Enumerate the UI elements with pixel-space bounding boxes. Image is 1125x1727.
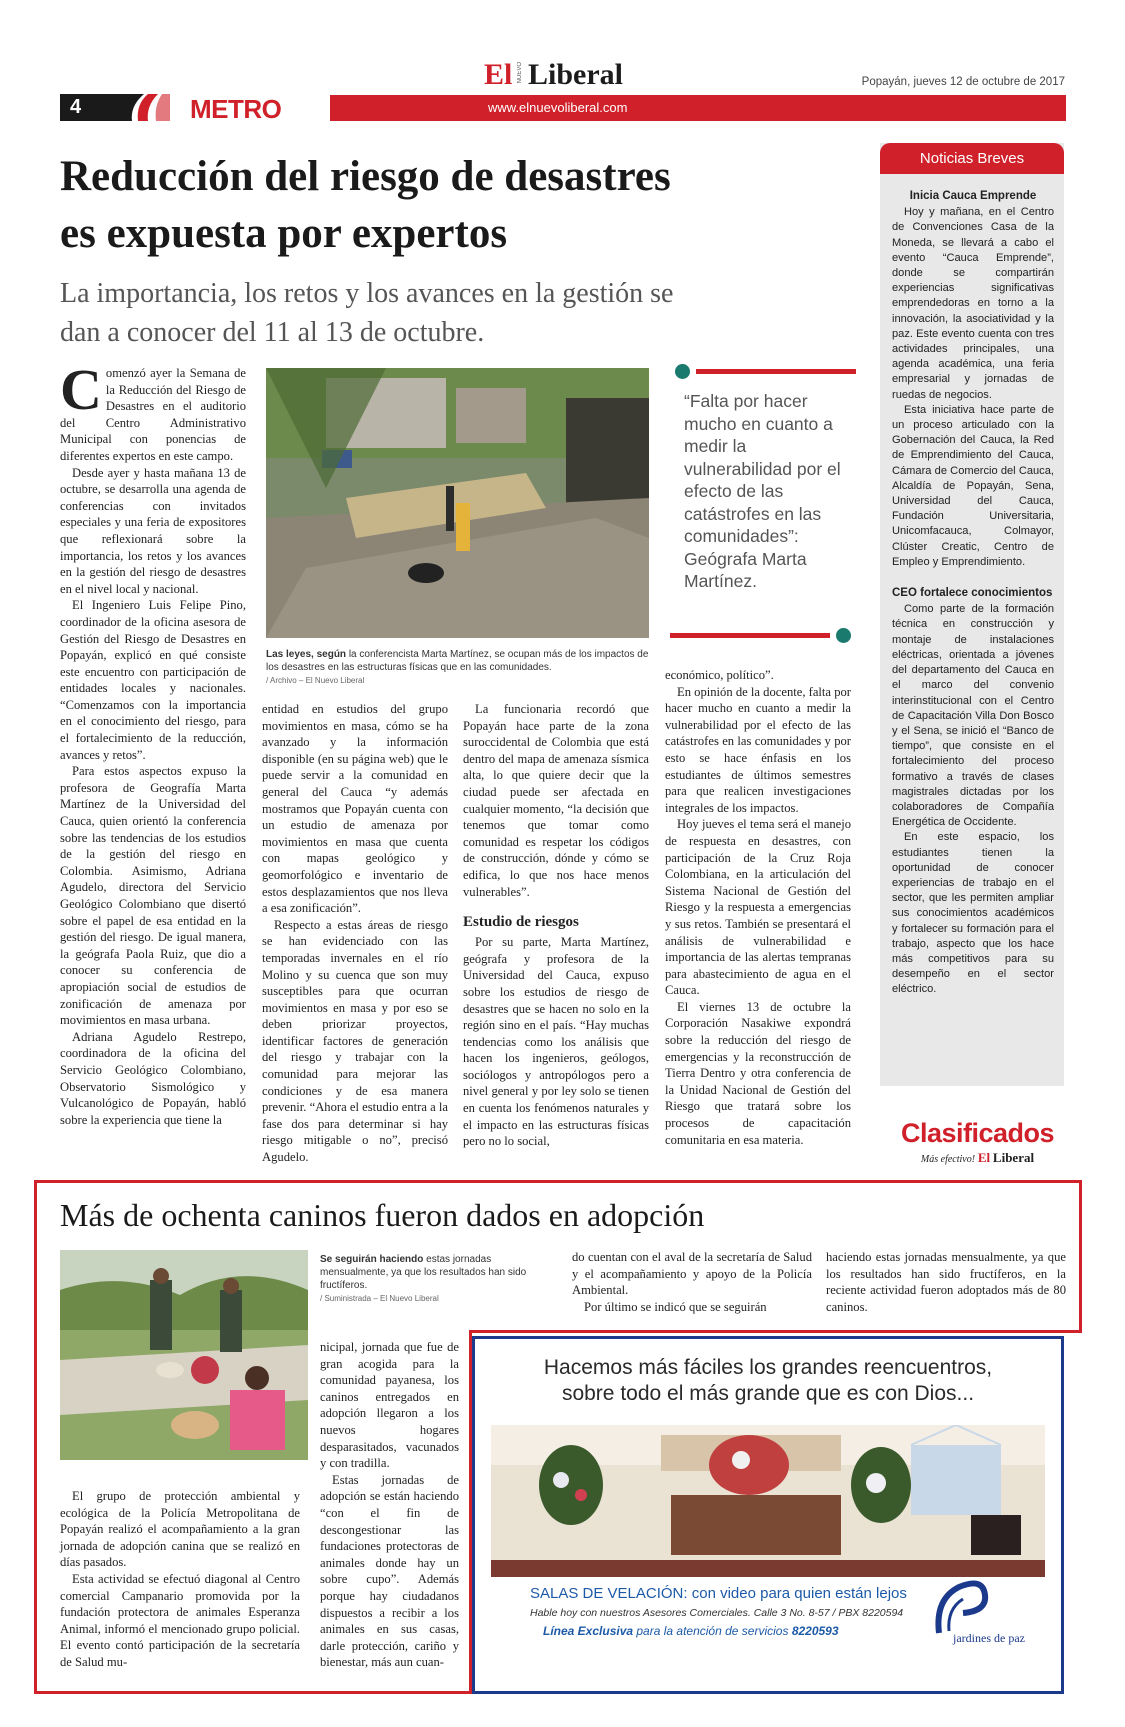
- dog-photo-caption: [320, 1253, 550, 1305]
- col1-para: omenzó ayer la Semana de la Reducción del Riesgo de Desastres en el auditorio del Centro Administrativo Municipal con ponencias de diferentes expertos en este campo.: [60, 366, 246, 463]
- clasificados-logo[interactable]: [890, 1118, 1065, 1173]
- header: [0, 0, 1125, 125]
- ad-salas-label: SALAS DE VELACIÓN:: [530, 1585, 688, 1602]
- col1-para: Adriana Agudelo Restrepo, coordinadora de la oficina del Servicio Geológico Colombiano, Observatorio Sismológico y Vulcanológico de Popayán, habló sobre la experiencia que tiene la: [60, 1029, 246, 1127]
- news-briefs-box: [880, 143, 1064, 1086]
- col2-para: entidad en estudios del grupo movimientos en masa, cómo se ha avanzado y la información disponible (en su página web) que le puede servir a la comunidad en general del Cauca “y además mostramos que Popayán cuenta con un estudio de amenaza por movimientos en masa que cuenta con mapas geológico y geomorfológico e inventario de estos desplazamientos que nos lleva a esa zonificación”.: [262, 702, 448, 916]
- pullquote-bar-top: [696, 369, 856, 374]
- ad-salas-text: con video para quien están lejos: [687, 1585, 907, 1602]
- col4-para: El viernes 13 de octubre la Corporación Nasakiwe expondrá sobre la reducción del riesgo de emergencias y la reconstrucción de Tierra Dentro y otra conferencia de la Unidad Nacional de Gestión del Riesgo que tratará sobre los procesos de capacitación comunitaria en esa materia.: [665, 999, 851, 1147]
- col4-para: Hoy jueves el tema será el manejo de respuesta en desastres, con participación de la Cruz Roja Colombiana, en la articulación del Sistema Nacional de Gestión del Riesgo y la respuesta a emergencias y sus retos. También se presentará el análisis de vulnerabilidad e importancia de las alertas tempranas para abastecimiento de agua en el Cauca.: [665, 817, 851, 998]
- site-url[interactable]: www.elnuevoliberal.com: [488, 100, 628, 115]
- drop-cap: C: [60, 357, 102, 422]
- ad-contact: Hable hoy con nuestros Asesores Comerciales. Calle 3 No. 8-57 / PBX 8220594: [530, 1607, 904, 1619]
- main-subtitle-line2: dan a conocer del 11 al 13 de octubre.: [60, 317, 485, 348]
- second-column-d: [826, 1249, 1066, 1315]
- dog-caption-text: estas jornadas mensualmente, ya que los resultados han sido fructíferos.: [320, 1254, 527, 1291]
- logo-nuevo: NUEVO: [517, 62, 523, 84]
- subhead: Estudio de riesgos: [463, 914, 579, 931]
- col1-para: El Ingeniero Luis Felipe Pino, coordinador de la oficina asesora de Gestión del Riesgo de Desastres en Popayán, explicó en qué consiste este encuentro con participación de entidades locales y nacionales. “Comenzamos con la importancia en el conocimiento del riesgo, para el fortalecimiento de la reducción, avances y retos”.: [60, 598, 246, 762]
- brief2-title: CEO fortalece conocimientos: [892, 587, 1053, 600]
- photo-caption-text: la conferencista Marta Martínez, se ocupan más de los impactos de los desastres en las estructuras físicas que en las comunidades.: [266, 649, 649, 673]
- col2-para: Respecto a estas áreas de riesgo se han evidenciado con las temporadas invernales en el río Molino y su cuenca que son muy susceptibles para que ocurran movimientos en masa y por eso se deben priorizar proyectos, identificar factores de generación del riesgo y trabajar con la comunidad para mejorar las condiciones y de esa manera prevenir. “Ahora el estudio entra a la fase dos para determinar si hay riesgo mitigable o no”, precisó Agudelo.: [262, 917, 448, 1165]
- header-swoosh: [122, 94, 170, 121]
- pullquote-bar-bottom: [670, 633, 830, 638]
- col4-para: En opinión de la docente, falta por hacer mucho en cuanto a medir la vulnerabilidad por el efecto de las catástrofes en las comunidades y por esto se hace énfasis en los estudiantes de últimos semestres para que realicen investigaciones integrales de los impactos.: [665, 684, 851, 815]
- col1-para: Para estos aspectos expuso la profesora de Geografía Marta Martínez de la Universidad del Cauca, quien orientó la conferencia sobre las tendencias de los estudios de la gestión del riesgo en Colombia. Asimismo, Adriana Agudelo, directora del Servicio Geológico Colombiano que disertó sobre el papel de esa entidad en la gestión del riesgo. De igual manera, la geógrafa Paola Ruiz, que dio a conocer su conferencia de apropiación social de estudios de zonificación de amenaza por movimientos en masa urbana.: [60, 764, 246, 1028]
- ad-line-label: Línea Exclusiva: [543, 1624, 634, 1638]
- brief1-para: Esta iniciativa hace parte de un proceso articulado con la Gobernación del Cauca, la Red de Emprendimiento del Cauca, Cámara de Comercio del Cauca, Alcaldía de Popayán, Sena, Universidad del Cauca, Fundación Universitaria, Unicomfacauca, Colmayor, Clúster Creatic, Centro de Empleo y Emprendimiento.: [892, 403, 1054, 568]
- section-name: METRO: [190, 94, 282, 124]
- ad-headline-line1: Hacemos más fáciles los grandes reencuentros,: [543, 1356, 993, 1379]
- main-title-line1: Reducción del riesgo de desastres: [60, 153, 671, 200]
- main-subtitle: [60, 274, 860, 352]
- jardines-brand: jardines de paz: [953, 1631, 1025, 1645]
- brief1-para: Hoy y mañana, en el Centro de Convenciones Casa de la Moneda, se llevará a cabo el evento “Cauca Emprende”, donde se compartirán experiencias significativas emprendedoras en torno a la innovación, la asociatividad y la paz. Este evento cuenta con tres actividades principales, una agenda académica, una feria empresarial y jornadas de ruedas de negocios.: [892, 206, 1054, 401]
- photo-caption: [266, 648, 649, 687]
- col3-para: La funcionaria recordó que Popayán hace parte de la zona suroccidental de Colombia que está dentro del mapa de amenaza sísmica alta, lo que quiere decir que la ciudad puede ser afectada en cualquier momento, “la decisión que tenemos que tomar como comunidad es respetar los códigos de construcción, dónde y cómo se edifica, lo que nos hace menos vulnerables”.: [463, 702, 649, 899]
- article-column-4: [665, 667, 851, 1148]
- brief2-para: Como parte de la formación técnica en construcción y montaje de instalaciones eléctricas, orientada a jóvenes del departamento del Cauca en el marco del convenio interinstitucional con el Centro de Capacitación Villa Don Bosco y el Sena, se inició el “Banco de tiempo”, que consiste en el fortalecimiento del proceso formativo a través de clases magistrales dictadas por los colaboradores de Compañía Energética de Occidente.: [892, 603, 1054, 829]
- pullquote: [670, 360, 856, 645]
- photo-caption-lead: Las leyes, según: [266, 649, 347, 660]
- second-column-c: [572, 1249, 812, 1315]
- brief2-para: En este espacio, los estudiantes tienen la oportunidad de conocer experiencias de trabajo en el sector, que les permiten ampliar sus conocimientos académicos y fortalecer su formación para el trabajo, aspecto que los hace más competitivos para su desempeño en el sector eléctrico.: [892, 831, 1054, 996]
- ad-headline-line2: sobre todo el más grande que es con Dios...: [561, 1382, 975, 1405]
- news-briefs-header: Noticias Breves: [880, 143, 1064, 174]
- clasificados-tagline: [890, 1150, 1065, 1166]
- dog-photo-credit: / Suministrada – El Nuevo Liberal: [320, 1294, 439, 1303]
- colC-para: do cuentan con el aval de la secretaría de Salud y el acompañamiento y apoyo de la Policía Ambiental.: [572, 1250, 812, 1298]
- landslide-photo: [266, 368, 649, 638]
- col3-para: Por su parte, Marta Martínez, geógrafa y profesora de la Universidad del Cauca, expuso sobre los estudios de riesgo de desastres que se hacen no solo en la región sino en el país. “Hay muchas tendencias como los análisis que hacen los ingenieros, geólogos, sociólogos y antropólogos pero a nivel general y por ley solo se tienen en cuenta los fenómenos naturales y el impacto en las estructuras físicas pero no lo social,: [463, 935, 649, 1149]
- ad-line-text: para la atención de servicios: [633, 1624, 792, 1638]
- colC-para: Por último se indicó que se seguirán: [584, 1299, 767, 1314]
- clasificados-el: El: [977, 1150, 991, 1165]
- jardines-logo: [925, 1569, 1045, 1655]
- second-story-title: Más de ochenta caninos fueron dados en adopción: [60, 1197, 705, 1233]
- logo-liberal: Liberal: [528, 58, 623, 91]
- ad-headline: [475, 1355, 1061, 1407]
- col4-para: económico, político”.: [665, 668, 774, 682]
- news-briefs-content: [892, 189, 1054, 998]
- colB-para: nicipal, jornada que fue de gran acogida para la comunidad payanesa, los caninos entregados en adopción llegaron a los nuevos hogares desparasitados, vacunados y con tradilla.: [320, 1340, 459, 1471]
- ad-salas-line: [530, 1585, 907, 1602]
- ad-exclusive-line: [543, 1624, 839, 1638]
- funeral-ad[interactable]: [472, 1336, 1064, 1694]
- photo-credit: / Archivo – El Nuevo Liberal: [266, 676, 365, 685]
- pullquote-dot-bottom: [836, 628, 851, 643]
- page-number: 4: [70, 96, 82, 118]
- main-title-line2: es expuesta por expertos: [60, 210, 508, 257]
- page-number-box: [60, 94, 122, 121]
- clasificados-liberal: Liberal: [992, 1150, 1035, 1165]
- colD-para: haciendo estas jornadas mensualmente, ya que los resultados han sido fructíferos, en la reciente actividad fueron adoptados más de 80 caninos.: [826, 1250, 1066, 1314]
- article-column-1: [60, 357, 246, 1128]
- pullquote-dot-top: [675, 364, 690, 379]
- logo-el: El: [484, 58, 513, 91]
- dateline: Popayán, jueves 12 de octubre de 2017: [861, 76, 1065, 88]
- pullquote-text: “Falta por hacer mucho en cuanto a medir la vulnerabilidad por el efecto de las catástrofes en las comunidades”: Geógrafa Marta Martínez.: [684, 391, 841, 591]
- ad-line-number: 8220593: [791, 1624, 839, 1638]
- clasificados-slogan: Más efectivo!: [920, 1154, 976, 1165]
- dog-adoption-photo: [60, 1250, 308, 1460]
- colA-para: Esta actividad se efectuó diagonal al Centro comercial Campanario promovida por la fundación protectora de animales Esperanza Animal, informó el mencionado grupo policial. El evento contó participación de la secretaría de Salud mu-: [60, 1571, 300, 1669]
- main-subtitle-line1: La importancia, los retos y los avances en la gestión se: [60, 278, 674, 309]
- colA-para: El grupo de protección ambiental y ecológica de la Policía Metropolitana de Popayán realizó el acompañamiento a la gran jornada de adopción canina que se realizó en días pasados.: [60, 1489, 300, 1570]
- ad-chapel-photo: [491, 1425, 1045, 1577]
- col1-para: Desde ayer y hasta mañana 13 de octubre, se desarrolla una agenda de conferencias con invitados especiales y una feria de expositores que reflexionará sobre la importancia, los retos y los avances en la gestión del riesgo de desastres en el nivel local y nacional.: [60, 465, 246, 596]
- article-column-3: [463, 701, 649, 1150]
- jardines-logo-icon: [925, 1569, 995, 1639]
- second-column-b: [320, 1339, 459, 1671]
- clasificados-word: Clasificados: [900, 1118, 1055, 1148]
- main-title: [60, 148, 860, 262]
- article-column-2: [262, 701, 448, 1166]
- dog-caption-lead: Se seguirán haciendo: [320, 1254, 424, 1265]
- second-column-a: [60, 1488, 300, 1671]
- masthead-logo: [480, 58, 650, 92]
- colB-para: Estas jornadas de adopción se están haciendo “con el fin de descongestionar las fundaciones protectoras de animales donde hay un sobre cupo”. Además porque hay ciudadanos dispuestos a recibir a los animales en sus casas, darle protección, cariño y bienestar, más aun cuan-: [320, 1472, 459, 1670]
- header-red-bar: [330, 95, 1066, 121]
- brief1-title: Inicia Cauca Emprende: [909, 190, 1037, 202]
- second-story-frame-bottom-right: [469, 1330, 1082, 1333]
